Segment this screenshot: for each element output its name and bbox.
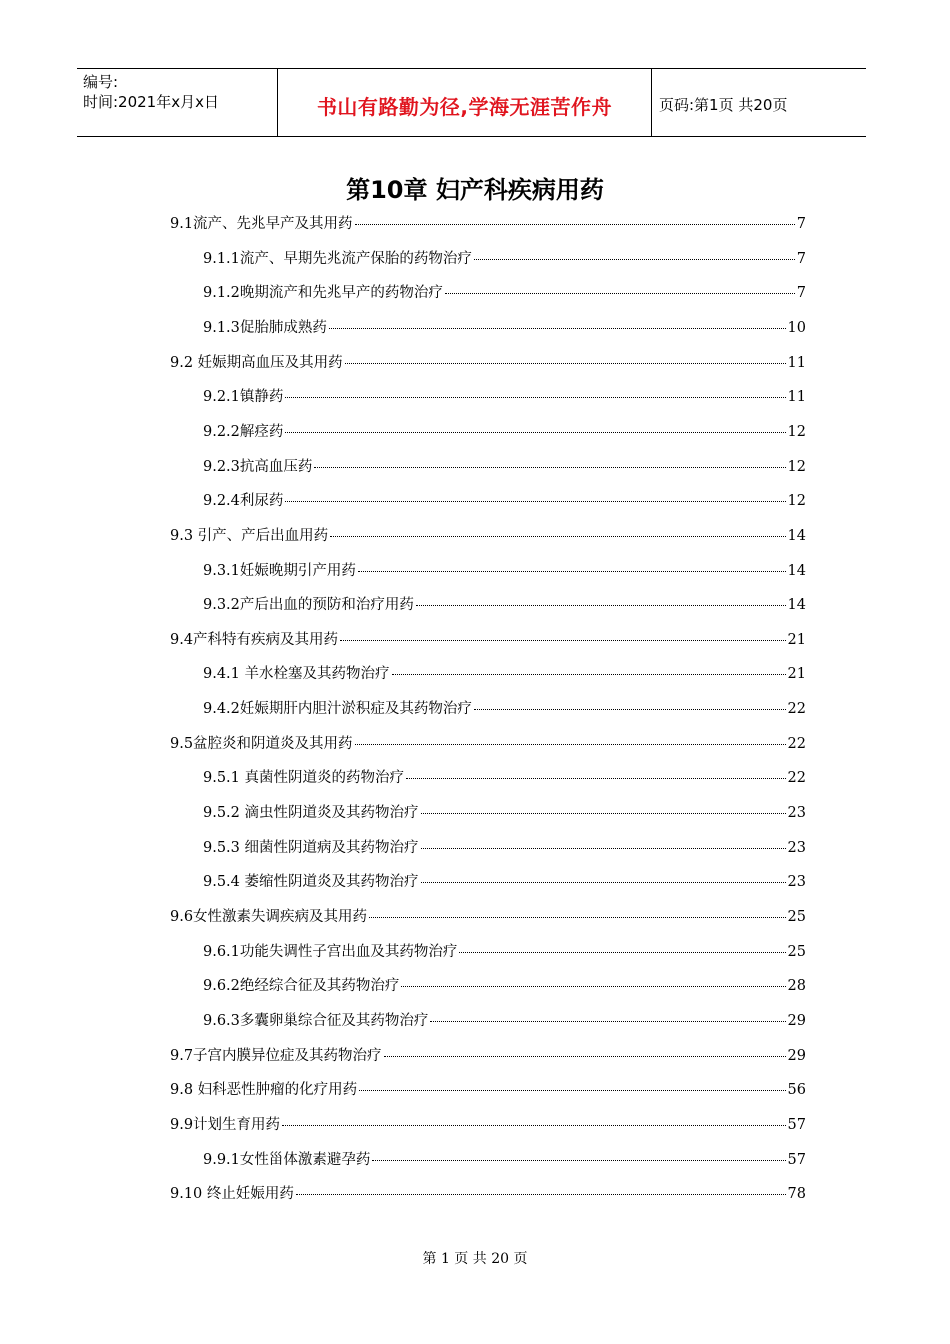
toc-entry-page-number: 22 bbox=[787, 736, 806, 752]
header-meta-cell bbox=[77, 69, 277, 136]
toc-entry[interactable] bbox=[203, 1148, 806, 1170]
toc-dot-leader bbox=[474, 259, 795, 260]
toc-dot-leader bbox=[474, 709, 786, 710]
toc-dot-leader bbox=[421, 848, 786, 849]
toc-entry[interactable] bbox=[203, 281, 806, 303]
toc-entry[interactable] bbox=[170, 1044, 806, 1066]
toc-entry-label: 9.4.1 羊水栓塞及其药物治疗 bbox=[203, 666, 390, 682]
toc-dot-leader bbox=[445, 293, 795, 294]
header-page-code: 页码:第1页 共20页 bbox=[659, 96, 788, 114]
toc-entry-page-number: 14 bbox=[787, 528, 806, 544]
toc-dot-leader bbox=[285, 432, 785, 433]
toc-entry-label: 9.5.2 滴虫性阴道炎及其药物治疗 bbox=[203, 805, 419, 821]
toc-entry[interactable] bbox=[203, 489, 806, 511]
toc-entry[interactable] bbox=[203, 316, 806, 338]
toc-entry-label: 9.9.1女性甾体激素避孕药 bbox=[203, 1152, 371, 1168]
toc-entry-label: 9.6.1功能失调性子宫出血及其药物治疗 bbox=[203, 944, 458, 960]
toc-entry-page-number: 57 bbox=[787, 1117, 806, 1133]
toc-entry-page-number: 14 bbox=[787, 563, 806, 579]
toc-entry[interactable] bbox=[170, 1078, 806, 1100]
toc-entry-page-number: 14 bbox=[787, 597, 806, 613]
toc-entry-label: 9.2.2解痉药 bbox=[203, 424, 284, 440]
toc-entry[interactable] bbox=[170, 1182, 806, 1204]
toc-entry[interactable] bbox=[170, 732, 806, 754]
toc-entry-label: 9.1流产、先兆早产及其用药 bbox=[170, 216, 353, 232]
toc-entry-label: 9.1.1流产、早期先兆流产保胎的药物治疗 bbox=[203, 251, 472, 267]
toc-entry-label: 9.5盆腔炎和阴道炎及其用药 bbox=[170, 736, 353, 752]
toc-dot-leader bbox=[285, 501, 785, 502]
toc-entry-page-number: 21 bbox=[787, 666, 806, 682]
toc-entry-label: 9.6.2绝经综合征及其药物治疗 bbox=[203, 978, 400, 994]
chapter-title: 第10章 妇产科疾病用药 bbox=[346, 176, 604, 204]
toc-dot-leader bbox=[401, 986, 785, 987]
toc-entry-page-number: 23 bbox=[787, 874, 806, 890]
toc-entry-page-number: 11 bbox=[787, 389, 806, 405]
toc-dot-leader bbox=[285, 397, 785, 398]
toc-entry[interactable] bbox=[203, 559, 806, 581]
toc-entry[interactable] bbox=[170, 905, 806, 927]
toc-entry-label: 9.4产科特有疾病及其用药 bbox=[170, 632, 339, 648]
toc-entry-page-number: 22 bbox=[787, 770, 806, 786]
toc-dot-leader bbox=[314, 467, 785, 468]
toc-dot-leader bbox=[369, 917, 785, 918]
toc-dot-leader bbox=[355, 744, 786, 745]
toc-entry[interactable] bbox=[203, 766, 806, 788]
toc-entry[interactable] bbox=[203, 801, 806, 823]
toc-dot-leader bbox=[392, 674, 786, 675]
toc-entry-page-number: 29 bbox=[787, 1013, 806, 1029]
header-motto-cell bbox=[277, 69, 652, 136]
toc-dot-leader bbox=[330, 536, 785, 537]
toc-dot-leader bbox=[416, 605, 786, 606]
toc-dot-leader bbox=[384, 1056, 786, 1057]
toc-entry-page-number: 25 bbox=[787, 909, 806, 925]
toc-dot-leader bbox=[372, 1160, 785, 1161]
toc-entry[interactable] bbox=[170, 351, 806, 373]
toc-dot-leader bbox=[355, 224, 795, 225]
toc-entry-label: 9.3.2产后出血的预防和治疗用药 bbox=[203, 597, 414, 613]
toc-entry-page-number: 7 bbox=[796, 216, 806, 232]
toc-entry[interactable] bbox=[170, 1113, 806, 1135]
toc-dot-leader bbox=[296, 1194, 786, 1195]
toc-entry[interactable] bbox=[170, 628, 806, 650]
toc-dot-leader bbox=[421, 882, 786, 883]
toc-entry-label: 9.2.3抗高血压药 bbox=[203, 459, 313, 475]
toc-entry-label: 9.10 终止妊娠用药 bbox=[170, 1186, 294, 1202]
toc-entry-page-number: 23 bbox=[787, 805, 806, 821]
toc-entry-page-number: 10 bbox=[787, 320, 806, 336]
header-page-cell bbox=[651, 69, 866, 136]
toc-entry[interactable] bbox=[170, 212, 806, 234]
toc-entry[interactable] bbox=[203, 593, 806, 615]
toc-entry-page-number: 56 bbox=[787, 1082, 806, 1098]
toc-dot-leader bbox=[359, 1090, 785, 1091]
toc-entry-page-number: 21 bbox=[787, 632, 806, 648]
document-number-label: 编号: bbox=[83, 73, 119, 91]
page-header bbox=[77, 68, 866, 137]
toc-entry-label: 9.7子宫内膜异位症及其药物治疗 bbox=[170, 1048, 382, 1064]
page-footer: 第 1 页 共 20 页 bbox=[422, 1251, 528, 1267]
document-time-label: 时间:2021年x月x日 bbox=[83, 93, 219, 111]
toc-dot-leader bbox=[358, 571, 786, 572]
toc-entry-page-number: 57 bbox=[787, 1152, 806, 1168]
toc-entry-label: 9.2.1镇静药 bbox=[203, 389, 284, 405]
toc-entry[interactable] bbox=[203, 1009, 806, 1031]
toc-dot-leader bbox=[421, 813, 786, 814]
toc-dot-leader bbox=[340, 640, 785, 641]
toc-entry-label: 9.8 妇科恶性肿瘤的化疗用药 bbox=[170, 1082, 358, 1098]
toc-entry-page-number: 23 bbox=[787, 840, 806, 856]
toc-dot-leader bbox=[459, 952, 785, 953]
toc-entry[interactable] bbox=[203, 974, 806, 996]
toc-entry[interactable] bbox=[203, 420, 806, 442]
toc-entry-label: 9.5.4 萎缩性阴道炎及其药物治疗 bbox=[203, 874, 419, 890]
toc-dot-leader bbox=[345, 363, 786, 364]
toc-dot-leader bbox=[282, 1125, 785, 1126]
toc-entry-page-number: 12 bbox=[787, 459, 806, 475]
toc-entry-page-number: 7 bbox=[796, 251, 806, 267]
toc-dot-leader bbox=[406, 778, 786, 779]
toc-entry-page-number: 29 bbox=[787, 1048, 806, 1064]
toc-entry-label: 9.5.3 细菌性阴道病及其药物治疗 bbox=[203, 840, 419, 856]
toc-entry-label: 9.2 妊娠期高血压及其用药 bbox=[170, 355, 343, 371]
toc-entry-label: 9.2.4利尿药 bbox=[203, 493, 284, 509]
toc-entry-label: 9.6.3多囊卵巢综合征及其药物治疗 bbox=[203, 1013, 429, 1029]
toc-entry[interactable] bbox=[203, 870, 806, 892]
toc-entry[interactable] bbox=[203, 836, 806, 858]
toc-entry-label: 9.9计划生育用药 bbox=[170, 1117, 281, 1133]
toc-entry[interactable] bbox=[203, 940, 806, 962]
toc-entry-label: 9.5.1 真菌性阴道炎的药物治疗 bbox=[203, 770, 405, 786]
toc-dot-leader bbox=[430, 1021, 785, 1022]
toc-entry-label: 9.3 引产、产后出血用药 bbox=[170, 528, 329, 544]
toc-entry-label: 9.6女性激素失调疾病及其用药 bbox=[170, 909, 368, 925]
toc-entry-page-number: 28 bbox=[787, 978, 806, 994]
toc-entry-page-number: 7 bbox=[796, 285, 806, 301]
toc-entry-label: 9.1.2晚期流产和先兆早产的药物治疗 bbox=[203, 285, 443, 301]
toc-entry-label: 9.4.2妊娠期肝内胆汁淤积症及其药物治疗 bbox=[203, 701, 472, 717]
toc-entry-page-number: 78 bbox=[787, 1186, 806, 1202]
toc-entry[interactable] bbox=[203, 385, 806, 407]
header-motto: 书山有路勤为径,学海无涯苦作舟 bbox=[316, 95, 613, 119]
toc-entry-page-number: 12 bbox=[787, 424, 806, 440]
toc-dot-leader bbox=[329, 328, 786, 329]
toc-entry-page-number: 11 bbox=[787, 355, 806, 371]
toc-entry[interactable] bbox=[203, 662, 806, 684]
toc-entry-page-number: 12 bbox=[787, 493, 806, 509]
toc-entry-label: 9.3.1妊娠晚期引产用药 bbox=[203, 563, 356, 579]
toc-entry[interactable] bbox=[203, 455, 806, 477]
toc-entry-page-number: 25 bbox=[787, 944, 806, 960]
toc-entry[interactable] bbox=[170, 524, 806, 546]
toc-entry-page-number: 22 bbox=[787, 701, 806, 717]
toc-entry[interactable] bbox=[203, 697, 806, 719]
toc-entry-label: 9.1.3促胎肺成熟药 bbox=[203, 320, 327, 336]
toc-entry[interactable] bbox=[203, 247, 806, 269]
